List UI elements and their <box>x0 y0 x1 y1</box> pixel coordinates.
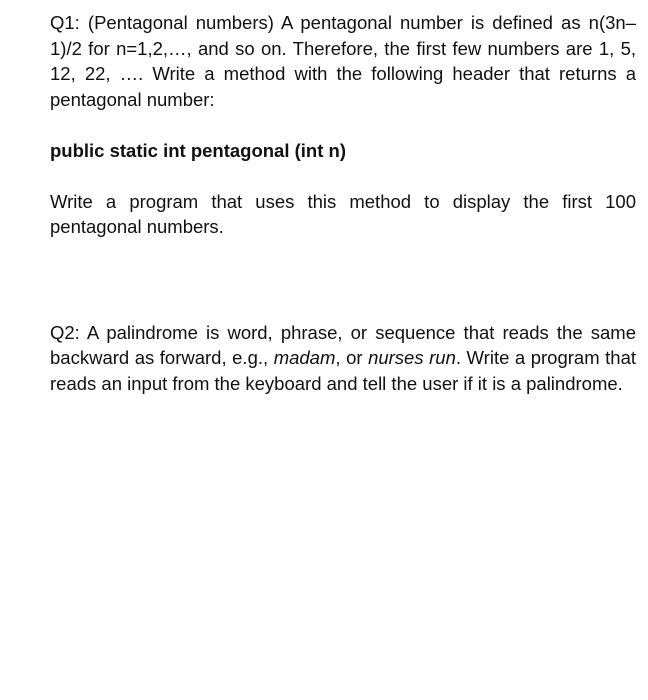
q1-intro: Q1: (Pentagonal numbers) A pentagonal number is defined as n(3n–1)/2 for n=1,2,…, and so on. Therefore, the first few numbers are 1, 5, 12, 22, …. Write a method with the following header that returns a pentagonal number: <box>50 12 636 110</box>
q1-method-header: public static int pentagonal (int n) <box>50 140 346 161</box>
q2-text-before: Q2: A palindrome is word, phrase, or sequence that reads the same backward as forward, e.g., <box>50 321 636 368</box>
q2-example-nurses-run: nurses run <box>368 347 456 368</box>
q2-text <box>50 320 636 397</box>
q2-text-after: . Write a program that reads an input from the keyboard and tell the user if it is a palindrome. <box>50 347 637 394</box>
q1-program-instruction: Write a program that uses this method to display the first 100 pentagonal numbers. <box>50 190 636 237</box>
document-page <box>50 10 636 396</box>
q2-example-madam: madam <box>273 347 336 368</box>
q2-text-between: , or <box>335 347 369 368</box>
